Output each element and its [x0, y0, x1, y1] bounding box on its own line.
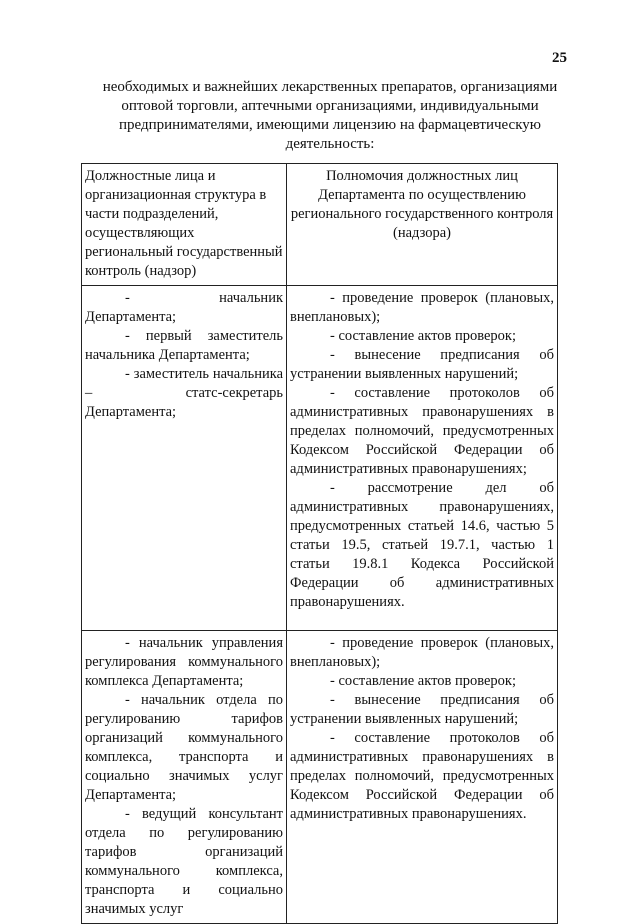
list-item: - составление актов проверок; [330, 673, 516, 689]
intro-line: деятельность: [285, 136, 375, 152]
intro-line: оптовой торговли, аптечными организациями, индивидуальными [121, 98, 539, 114]
officials-cell [82, 631, 287, 924]
authority-table [81, 163, 558, 924]
row-gap [290, 612, 554, 626]
table-row [82, 631, 558, 924]
list-item: - вынесение предписания об устранении выявленных нарушений; [290, 692, 554, 727]
list-item: - начальник отдела по регулированию тарифов организаций коммунального комплекса, транспорта и социально значимых услуг Департамента; [85, 692, 283, 803]
list-item: - начальник управления регулирования коммунального комплекса Департамента; [85, 635, 283, 689]
header-officials: Должностные лица и организационная структура в части подразделений, осуществляющих региональный государственный контроль (надзор) [82, 164, 287, 286]
list-item: - составление протоколов об административных правонарушениях в пределах полномочий, предусмотренных Кодексом Российской Федерации об административных правонарушениях. [290, 730, 554, 822]
intro-paragraph [80, 78, 580, 154]
powers-cell [287, 631, 558, 924]
list-item: - заместитель начальника – статс-секретарь Департамента; [85, 366, 283, 420]
header-powers: Полномочия должностных лиц Департамента по осуществлению регионального государственного контроля (надзора) [287, 164, 558, 286]
officials-cell [82, 286, 287, 631]
list-item: - составление актов проверок; [330, 328, 516, 344]
list-item: - рассмотрение дел об административных правонарушениях, предусмотренных статьей 14.6, частью 5 статьи 19.5, статьей 19.7.1, частью 1 статьи 19.8.1 Кодекса Российской Федерации об административных правонарушениях. [290, 480, 554, 610]
intro-line: необходимых и важнейших лекарственных препаратов, организациями [102, 79, 558, 95]
list-item: - проведение проверок (плановых, внеплановых); [290, 290, 554, 325]
list-item: - составление протоколов об административных правонарушениях в пределах полномочий, предусмотренных Кодексом Российской Федерации об административных правонарушениях; [290, 385, 554, 477]
list-item: - начальник Департамента; [85, 290, 283, 325]
table-row [82, 286, 558, 631]
list-item: - ведущий консультант отдела по регулированию тарифов организаций коммунального комплекса, транспорта и социально значимых услуг [85, 806, 283, 917]
intro-line: предпринимателями, имеющими лицензию на фармацевтическую [119, 117, 541, 133]
list-item: - проведение проверок (плановых, внеплановых); [290, 635, 554, 670]
list-item: - первый заместитель начальника Департамента; [85, 328, 283, 363]
table-header-row [82, 164, 558, 286]
page-number: 25 [552, 50, 567, 66]
list-item: - вынесение предписания об устранении выявленных нарушений; [290, 347, 554, 382]
powers-cell [287, 286, 558, 631]
